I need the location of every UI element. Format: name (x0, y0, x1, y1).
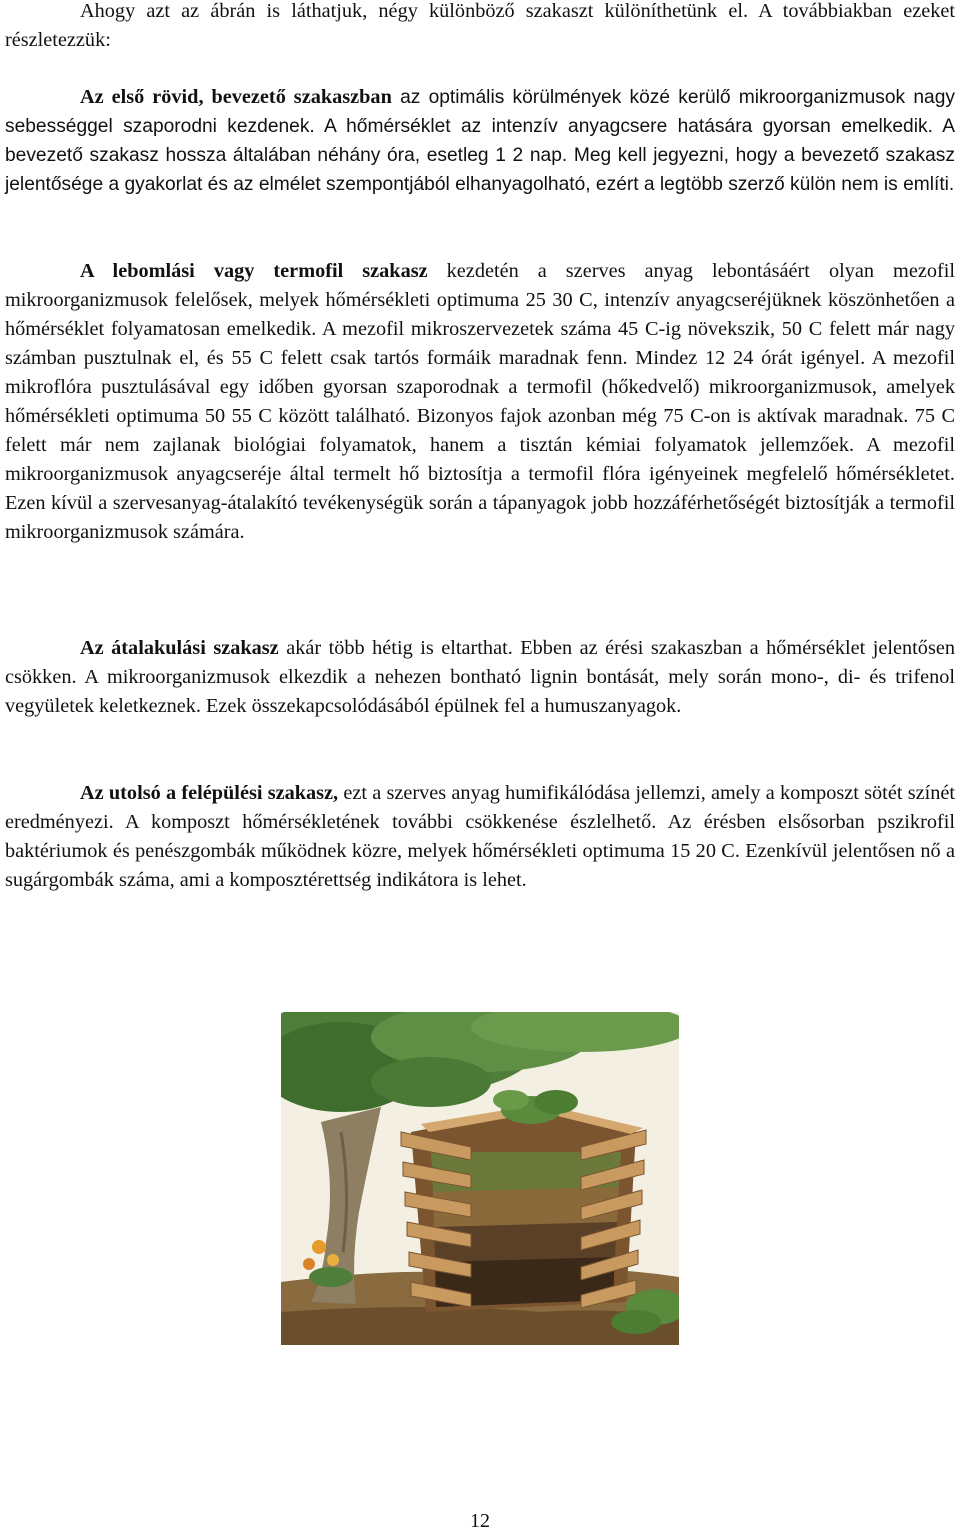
compost-bin (401, 1104, 646, 1312)
paragraph-build-up-phase (5, 779, 955, 895)
paragraph-intro (5, 0, 955, 55)
heading-thermophilic-phase: A lebomlási vagy termofil szakasz (80, 260, 428, 282)
compost-bin-illustration (281, 1012, 679, 1345)
transformation-phase-text: akár több hétig is eltarthat. Ebben az érési szakaszban a hőmérséklet jelentősen csökken. A mikroorganizmusok elkezdik a nehezen bontható lignin bontását, mely során mono-, di- és trifenol vegyületek keletkeznek. Ezek összekapcsolódásából épülnek fel a humuszanyagok. (5, 637, 955, 717)
heading-introductory-phase: Az első rövid, bevezető szakaszban (80, 86, 392, 108)
paragraph-thermophilic-phase (5, 257, 955, 547)
paragraph-introductory-phase (5, 83, 955, 199)
thermophilic-phase-text: kezdetén a szerves anyag lebontásáért olyan mezofil mikroorganizmusok felelősek, melyek hőmérsékleti optimuma 25 30 C, intenzív anyagcseréjüknek köszönhetően a hőmérséklet folyamatosan emelkedik. A mezofil mikroszervezetek száma 45 C-ig növekszik, 50 C felett már nagy számban pusztulnak el, és 55 C felett csak tartós formáik maradnak fenn. Mindez 12 24 órát igényel. A mezofil mikroflóra pusztulásával egy időben gyorsan szaporodnak a termofil (hőkedvelő) mikroorganizmusok, amelyek hőmérsékleti optimuma 50 55 C között található. Bizonyos fajok azonban még 75 C-on is aktívak maradnak. 75 C felett már nem zajlanak biológiai folyamatok, hanem a tisztán kémiai folyamatok jellemzőek. A mezofil mikroorganizmusok anyagcseréje által termelt hő biztosítja a termofil flóra igényeinek megfelelő hőmérsékletet. Ezen kívül a szervesanyag-átalakító tevékenységük során a tápanyagok jobb hozzáférhetőségét biztosítják a termofil mikroorganizmusok számára. (5, 260, 956, 543)
introductory-phase-text: az optimális körülmények közé kerülő mikroorganizmusok nagy sebességgel szaporodni kezdenek. A hőmérséklet az intenzív anyagcsere hatására gyorsan emelkedik. A bevezető szakasz hossza általában néhány óra, esetleg 1 2 nap. Meg kell jegyezni, hogy a bevezető szakasz jelentősége a gyakorlat és az elmélet szempontjából elhanyagolható, ezért a legtöbb szerző külön nem is említi. (5, 87, 955, 195)
intro-text: Ahogy azt az ábrán is láthatjuk, négy különböző szakaszt különíthetünk el. A továbbiakban ezeket részletezzük: (5, 0, 955, 51)
build-up-phase-text: ezt a szerves anyag humifikálódása jellemzi, amely a komposzt sötét színét eredményezi. A komposzt hőmérsékletének további csökkenése észlelhető. Az érésben elsősorban pszikrofil baktériumok és penészgombák működnek közre, melyek hőmérsékleti optimuma 15 20 C. Ezenkívül jelentősen nő a sugárgombák száma, ami a komposztérettség indikátora is lehet. (5, 782, 956, 891)
heading-transformation-phase: Az átalakulási szakasz (80, 637, 279, 659)
page-number: 12 (470, 1510, 490, 1532)
paragraph-transformation-phase (5, 634, 955, 721)
compost-bin-drawing (281, 1012, 679, 1345)
heading-build-up-phase: Az utolsó a felépülési szakasz, (80, 782, 339, 804)
